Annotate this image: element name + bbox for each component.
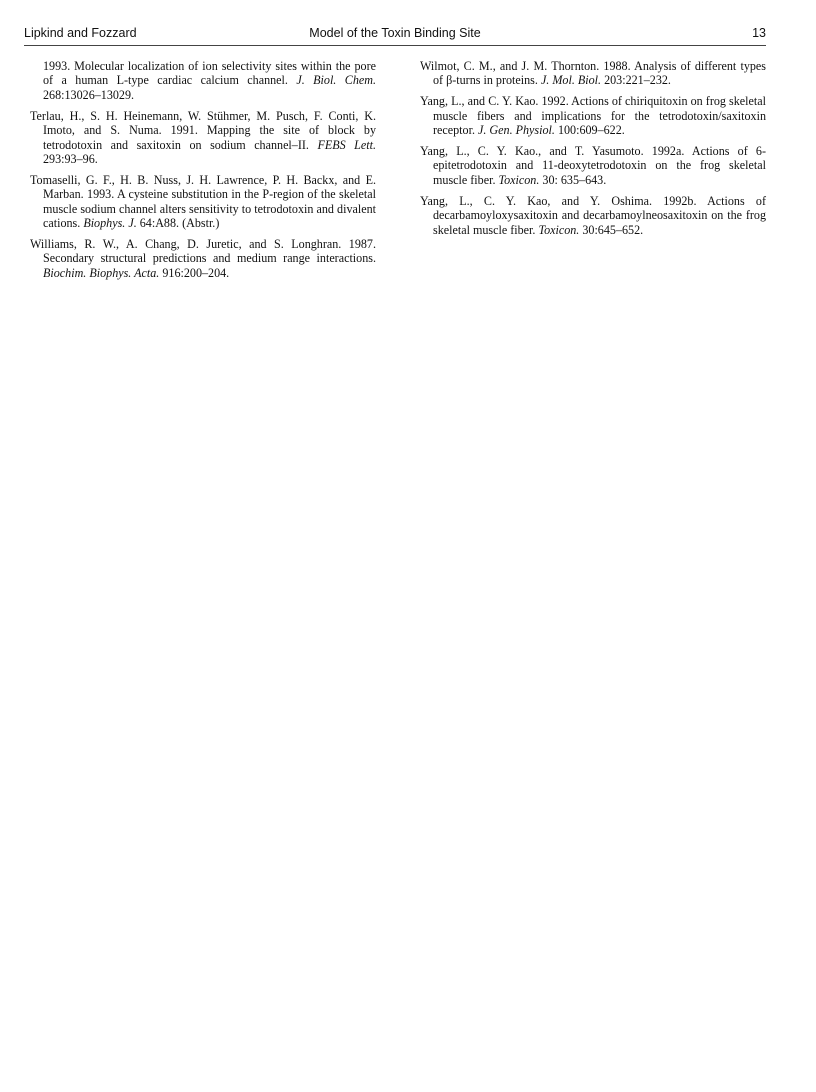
reference-text: Yang, L., C. Y. Kao, and Y. Oshima. 1992b. Actions of decarbamoyloxysaxitoxin and decarbamoylneosaxitoxin on the frog skeletal muscle fiber.: [420, 193, 766, 237]
reference-citation: 268:13026–13029.: [43, 87, 135, 102]
reference-text: Tomaselli, G. F., H. B. Nuss, J. H. Lawrence, P. H. Backx, and E. Marban. 1993. A cysteine substitution in the P-region of the skeletal muscle sodium channel alters sensitivity to tetrodotoxin and divalent cations.: [30, 172, 376, 231]
reference-text: Terlau, H., S. H. Heinemann, W. Stühmer, M. Pusch, F. Conti, K. Imoto, and S. Numa. 1991. Mapping the site of block by tetrodotoxin and saxitoxin on sodium channel–II.: [30, 108, 376, 152]
reference-journal: J. Mol. Biol.: [540, 73, 602, 88]
reference-citation: 916:200–204.: [159, 265, 230, 280]
reference-continuation: [30, 59, 376, 102]
reference-entry: [420, 59, 766, 88]
reference-citation: 100:609–622.: [554, 123, 625, 138]
reference-citation: 30:645–652.: [579, 222, 644, 237]
reference-journal: Toxicon.: [498, 172, 540, 187]
reference-citation: 293:93–96.: [43, 151, 98, 166]
reference-journal: Biophys. J.: [83, 216, 137, 231]
reference-entry: [30, 173, 376, 231]
reference-journal: FEBS Lett.: [317, 137, 376, 152]
reference-entry: [420, 94, 766, 137]
reference-entry: [420, 194, 766, 237]
reference-citation: 30: 635–643.: [539, 172, 607, 187]
references-right-column: [420, 59, 766, 243]
reference-text: Wilmot, C. M., and J. M. Thornton. 1988. Analysis of different types of β-turns in proteins.: [420, 59, 766, 88]
running-head-authors: Lipkind and Fozzard: [24, 26, 137, 40]
page-number: 13: [752, 26, 766, 40]
reference-journal: Biochim. Biophys. Acta.: [43, 265, 160, 280]
running-head-title: Model of the Toxin Binding Site: [309, 26, 481, 40]
reference-text: 1993. Molecular localization of ion selectivity sites within the pore of a human L-type cardiac calcium channel.: [43, 59, 376, 88]
reference-journal: Toxicon.: [538, 222, 580, 237]
reference-journal: J. Biol. Chem.: [296, 73, 376, 88]
reference-entry: [30, 237, 376, 280]
references-left-column: [30, 59, 376, 287]
reference-entry: [30, 109, 376, 167]
reference-citation: 203:221–232.: [601, 73, 671, 88]
reference-entry: [420, 144, 766, 187]
header-rule: [24, 45, 766, 46]
reference-text: Yang, L., C. Y. Kao., and T. Yasumoto. 1992a. Actions of 6-epitetrodotoxin and 11-deoxytetrodotoxin on the frog skeletal muscle fiber.: [420, 144, 766, 187]
running-head: [24, 26, 766, 44]
reference-text: Williams, R. W., A. Chang, D. Juretic, and S. Longhran. 1987. Secondary structural predictions and medium range interactions.: [30, 236, 376, 266]
reference-journal: J. Gen. Physiol.: [478, 123, 555, 138]
reference-text: Yang, L., and C. Y. Kao. 1992. Actions of chiriquitoxin on frog skeletal muscle fibers and implications for the tetrodotoxin/saxitoxin receptor.: [420, 94, 766, 138]
reference-citation: 64:A88. (Abstr.): [136, 216, 220, 231]
